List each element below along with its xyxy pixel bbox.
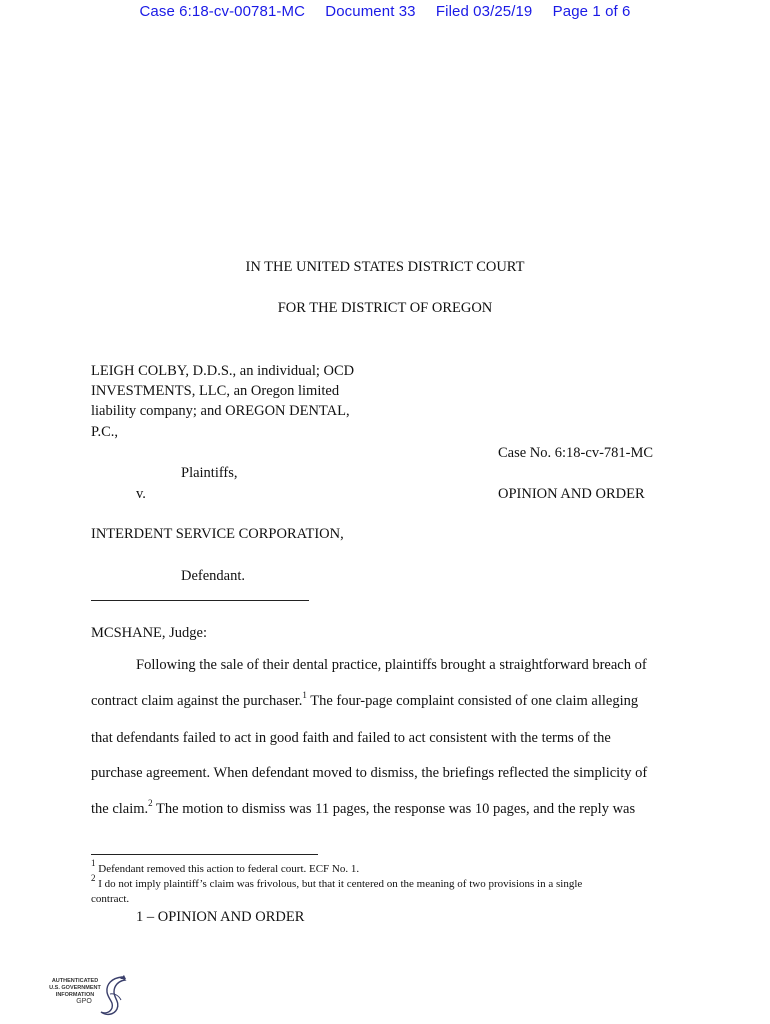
body-line-1: Following the sale of their dental practice, plaintiffs brought a straightforward breach of <box>136 657 647 673</box>
footnote-2: $^2$ I do not imply plaintiff’s claim was frivolous, but that it centered on the meaning of two provisions in a single <box>91 873 583 890</box>
judge-line: MCSHANE, Judge: <box>91 625 208 641</box>
versus-label: v. <box>136 486 146 502</box>
document-type: OPINION AND ORDER <box>498 486 645 502</box>
header-page-number: Page 1 of 6 <box>552 3 631 20</box>
header-case-number: Case 6:18-cv-00781-MC <box>139 3 306 20</box>
ecf-header <box>0 3 770 20</box>
header-document: Document 33 <box>325 3 416 20</box>
footnote-1: $^1$ Defendant removed this action to federal court. ECF No. 1. <box>91 858 360 875</box>
plaintiffs-line-3: liability company; and OREGON DENTAL, <box>91 403 350 419</box>
footnote-ref-1: 1 <box>302 690 307 701</box>
body-line-4: purchase agreement. When defendant moved to dismiss, the briefings reflected the simplicity of <box>91 765 648 781</box>
footnote-divider <box>91 854 318 855</box>
gpo-authentication-logo: AUTHENTICATED U.S. GOVERNMENT INFORMATION GPO <box>44 974 130 1018</box>
body-line-3: that defendants failed to act in good faith and failed to act consistent with the terms of the <box>91 730 611 746</box>
district-name: FOR THE DISTRICT OF OREGON <box>277 300 493 316</box>
header-filed-date: Filed 03/25/19 <box>435 3 533 20</box>
plaintiffs-line-2: INVESTMENTS, LLC, an Oregon limited <box>91 383 340 399</box>
court-name: IN THE UNITED STATES DISTRICT COURT <box>245 259 525 275</box>
plaintiffs-label: Plaintiffs, <box>181 465 238 481</box>
footnote-2-continued: contract. <box>91 893 130 905</box>
body-line-5: the claim.$^2$ The motion to dismiss was 11 pages, the response was 10 pages, and the reply was <box>91 798 636 817</box>
body-line-2: contract claim against the purchaser.$^1$ The four-page complaint consisted of one claim alleging <box>91 690 639 709</box>
caption-divider <box>91 600 309 601</box>
defendant-label: Defendant. <box>181 568 246 584</box>
page-footer: 1 – OPINION AND ORDER <box>136 909 305 925</box>
footnote-ref-2: 2 <box>148 798 153 809</box>
defendant-name: INTERDENT SERVICE CORPORATION, <box>91 526 344 542</box>
plaintiffs-line-4: P.C., <box>91 424 119 440</box>
eagle-icon <box>98 974 128 1018</box>
plaintiffs-line-1: LEIGH COLBY, D.D.S., an individual; OCD <box>91 363 355 379</box>
case-number: Case No. 6:18-cv-781-MC <box>498 445 654 461</box>
